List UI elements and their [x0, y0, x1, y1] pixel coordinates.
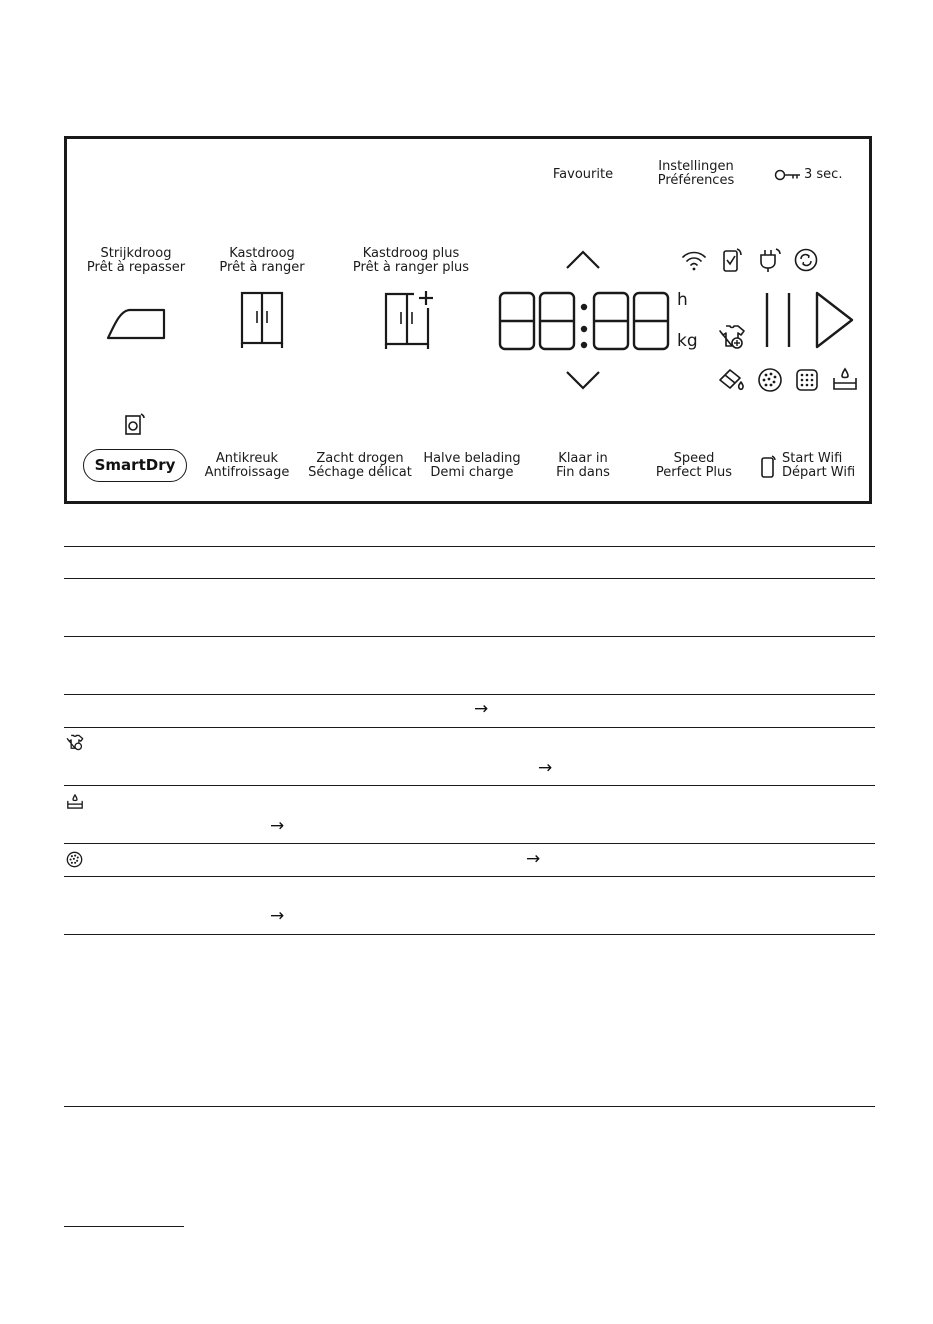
table-arrow: →	[474, 699, 489, 719]
cupboard-plus-icon	[384, 288, 438, 350]
option-label-fr: Demi charge	[430, 465, 514, 480]
settings-label-nl: Instellingen	[658, 159, 734, 174]
filter-icon	[66, 851, 83, 872]
pause-icon[interactable]	[764, 291, 794, 349]
table-rule	[64, 843, 875, 844]
washer-connect-icon	[124, 412, 146, 436]
table-rule	[64, 876, 875, 877]
water-tank-icon	[66, 793, 84, 814]
shirt-plus-icon	[66, 734, 84, 755]
program-label-fr: Prêt à ranger	[219, 260, 305, 275]
wifi-icon	[681, 249, 707, 271]
option-ready-in[interactable]	[538, 452, 628, 480]
option-label-nl: Klaar in	[558, 451, 608, 466]
option-gentle-dry[interactable]	[305, 452, 415, 480]
filter-grid-icon	[795, 368, 819, 392]
program-label-nl: Strijkdroog	[100, 246, 172, 261]
table-rule	[64, 1106, 875, 1107]
key-hold-label: 3 sec.	[804, 167, 843, 182]
settings-label-fr: Préférences	[657, 173, 735, 188]
program-cupboard-dry-plus[interactable]	[346, 247, 476, 275]
program-label-fr: Prêt à repasser	[86, 260, 186, 275]
program-label-nl: Kastdroog plus	[362, 246, 460, 261]
option-start-wifi[interactable]	[782, 452, 855, 480]
chevron-down-icon[interactable]	[565, 370, 601, 390]
plug-icon	[758, 247, 782, 273]
table-rule	[64, 934, 875, 935]
iron-icon	[106, 296, 168, 340]
remote-start-icon	[722, 247, 744, 273]
option-label-nl: Antikreuk	[215, 451, 279, 466]
option-half-load[interactable]	[420, 452, 524, 480]
play-icon[interactable]	[815, 291, 855, 349]
table-rule	[64, 636, 875, 637]
settings-button[interactable]	[650, 160, 742, 188]
refresh-cycle-icon	[794, 248, 818, 272]
option-label-fr: Perfect Plus	[655, 465, 733, 480]
table-rule	[64, 578, 875, 579]
table-arrow: →	[538, 758, 553, 778]
option-label-nl: Speed	[673, 451, 715, 466]
option-label-nl: Zacht drogen	[316, 451, 404, 466]
key-icon[interactable]	[774, 168, 802, 182]
time-display	[498, 291, 670, 351]
phone-icon	[760, 455, 776, 479]
footnote-rule	[64, 1226, 184, 1227]
water-tank-icon	[832, 366, 858, 392]
cupboard-icon	[240, 291, 284, 349]
option-anti-crease[interactable]	[196, 452, 298, 480]
shirt-plus-icon	[718, 324, 746, 350]
table-arrow: →	[526, 849, 541, 869]
option-label-fr: Départ Wifi	[782, 465, 856, 480]
table-rule	[64, 727, 875, 728]
unit-hours: h	[677, 290, 688, 310]
option-label-nl: Start Wifi	[782, 451, 843, 466]
program-label-fr: Prêt à ranger plus	[352, 260, 470, 275]
smartdry-button[interactable]: SmartDry	[83, 449, 187, 482]
filter-icon	[757, 367, 783, 393]
condenser-clean-icon	[718, 366, 746, 392]
control-panel	[64, 136, 872, 504]
favourite-button[interactable]	[548, 168, 618, 182]
option-label-fr: Séchage délicat	[308, 465, 412, 480]
table-rule	[64, 546, 875, 547]
option-speed-perfect-plus[interactable]	[648, 452, 740, 480]
chevron-up-icon[interactable]	[565, 250, 601, 270]
unit-kg: kg	[677, 331, 698, 351]
program-ironing-dry[interactable]	[76, 247, 196, 275]
option-label-fr: Antifroissage	[204, 465, 290, 480]
program-cupboard-dry[interactable]	[202, 247, 322, 275]
option-label-nl: Halve belading	[423, 451, 521, 466]
favourite-label: Favourite	[552, 167, 614, 182]
option-label-fr: Fin dans	[556, 465, 610, 480]
table-arrow: →	[270, 816, 285, 836]
table-rule	[64, 785, 875, 786]
program-label-nl: Kastdroog	[229, 246, 295, 261]
table-arrow: →	[270, 906, 285, 926]
table-rule	[64, 694, 875, 695]
